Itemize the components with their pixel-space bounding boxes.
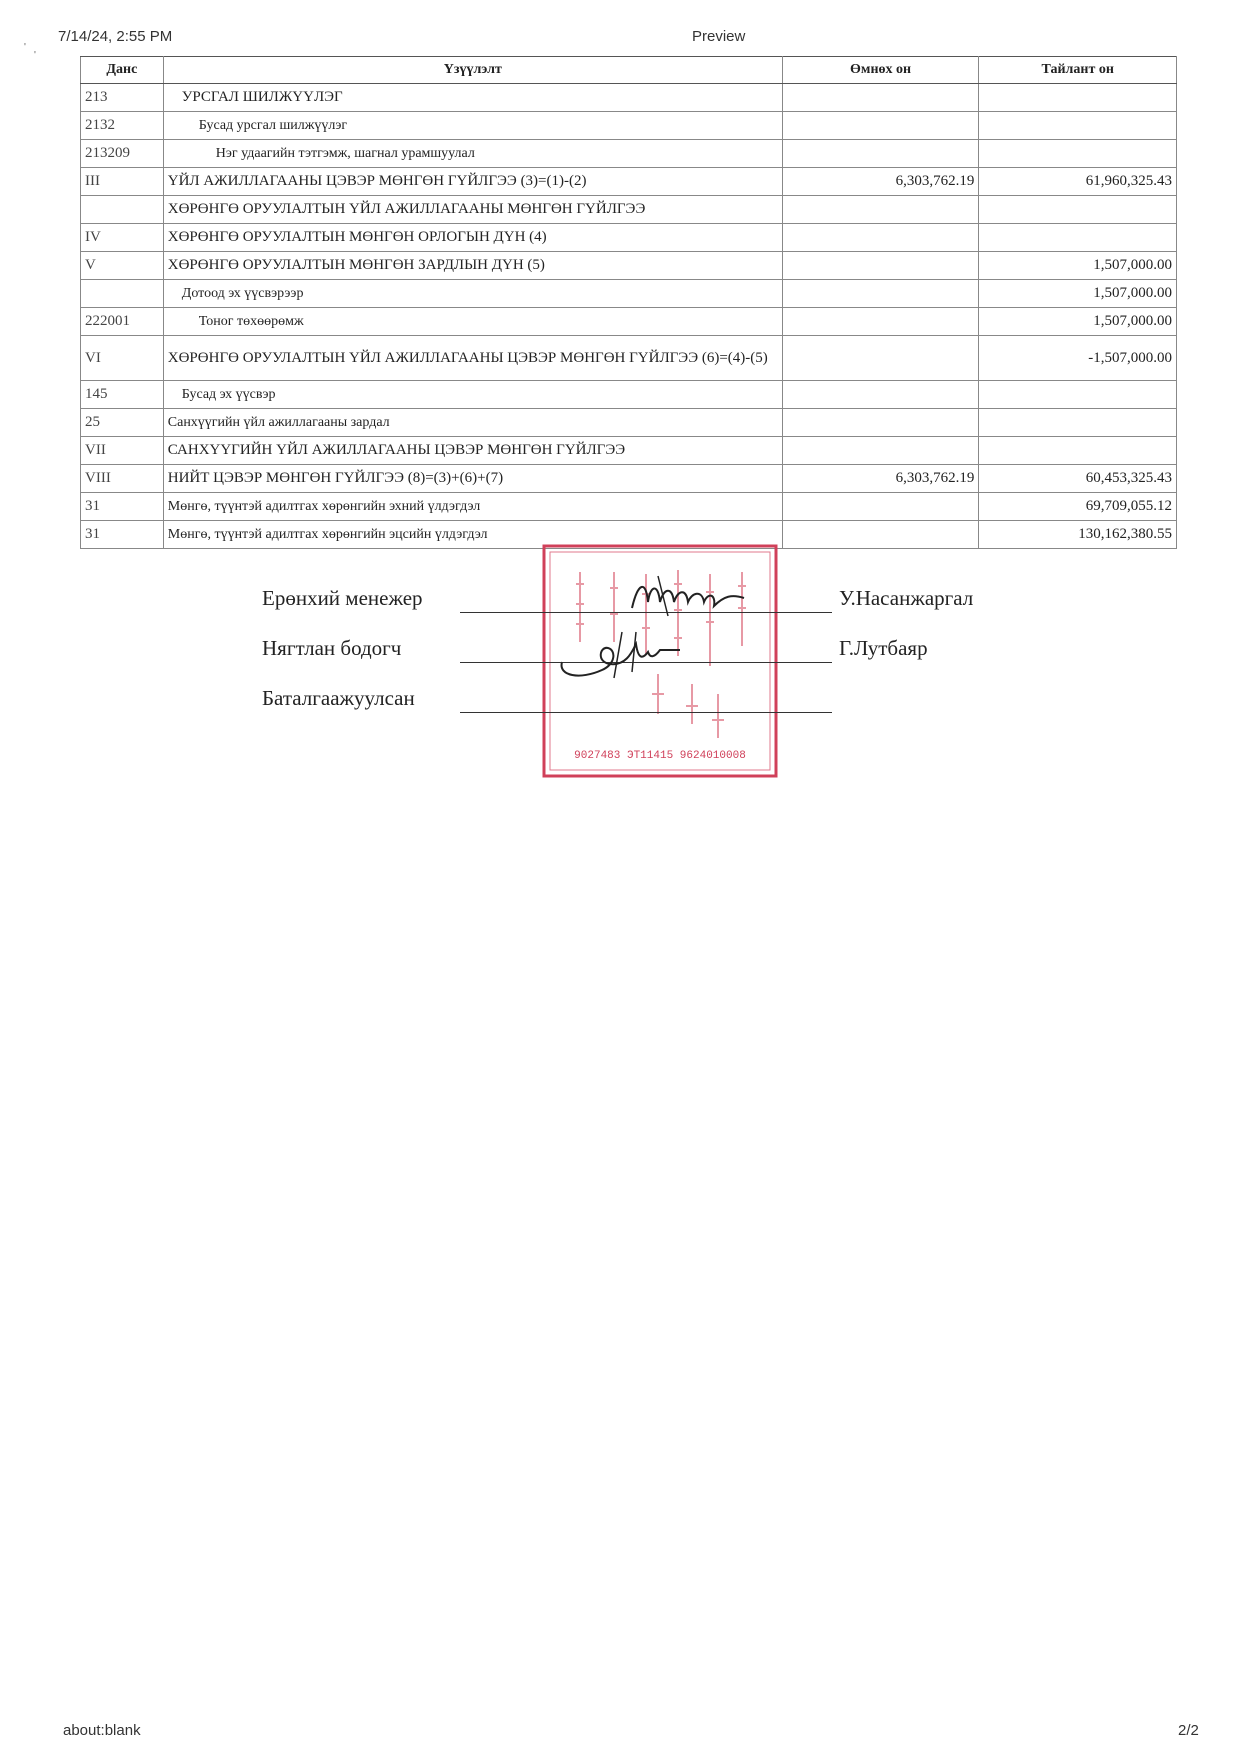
table-row <box>81 308 1177 336</box>
col-header-indicator: Үзүүлэлт <box>163 57 782 84</box>
row-description: ХӨРӨНГӨ ОРУУЛАЛТЫН ҮЙЛ АЖИЛЛАГААНЫ МӨНГӨН ГҮЙЛГЭЭ <box>163 196 782 224</box>
account-code <box>81 280 164 308</box>
current-year-value <box>979 409 1177 437</box>
scan-dot: ' <box>24 42 26 53</box>
manager-label: Ерөнхий менежер <box>262 586 423 610</box>
account-code: VIII <box>81 465 164 493</box>
table-row <box>81 112 1177 140</box>
current-year-value: 1,507,000.00 <box>979 308 1177 336</box>
previous-year-value <box>782 493 979 521</box>
account-code: 31 <box>81 521 164 549</box>
browser-print-header <box>0 28 1244 48</box>
previous-year-value <box>782 112 979 140</box>
table-row <box>81 196 1177 224</box>
current-year-value: 130,162,380.55 <box>979 521 1177 549</box>
account-code: 31 <box>81 493 164 521</box>
previous-year-value <box>782 437 979 465</box>
row-description: САНХҮҮГИЙН ҮЙЛ АЖИЛЛАГААНЫ ЦЭВЭР МӨНГӨН ГҮЙЛГЭЭ <box>163 437 782 465</box>
table-row <box>81 280 1177 308</box>
current-year-value <box>979 140 1177 168</box>
row-description: Бусад урсгал шилжүүлэг <box>163 112 782 140</box>
previous-year-value <box>782 196 979 224</box>
previous-year-value: 6,303,762.19 <box>782 465 979 493</box>
table-header-row <box>81 57 1177 84</box>
row-description: Дотоод эх үүсвэрээр <box>163 280 782 308</box>
previous-year-value <box>782 280 979 308</box>
current-year-value <box>979 84 1177 112</box>
table-row <box>81 409 1177 437</box>
row-description: НИЙТ ЦЭВЭР МӨНГӨН ГҮЙЛГЭЭ (8)=(3)+(6)+(7) <box>163 465 782 493</box>
row-description: ХӨРӨНГӨ ОРУУЛАЛТЫН ҮЙЛ АЖИЛЛАГААНЫ ЦЭВЭР МӨНГӨН ГҮЙЛГЭЭ (6)=(4)-(5) <box>163 336 782 381</box>
previous-year-value <box>782 521 979 549</box>
current-year-value <box>979 196 1177 224</box>
signature-row-verified <box>262 686 1042 716</box>
current-year-value: 60,453,325.43 <box>979 465 1177 493</box>
table-row <box>81 336 1177 381</box>
current-year-value: 69,709,055.12 <box>979 493 1177 521</box>
manager-signature <box>628 572 748 622</box>
account-code: 213209 <box>81 140 164 168</box>
table-row <box>81 252 1177 280</box>
account-code: IV <box>81 224 164 252</box>
account-code: VII <box>81 437 164 465</box>
account-code: 145 <box>81 381 164 409</box>
row-description: ХӨРӨНГӨ ОРУУЛАЛТЫН МӨНГӨН ОРЛОГЫН ДҮН (4) <box>163 224 782 252</box>
print-title: Preview <box>692 28 746 45</box>
account-code: 2132 <box>81 112 164 140</box>
current-year-value: 1,507,000.00 <box>979 280 1177 308</box>
scan-dot: ' <box>34 50 36 61</box>
account-code <box>81 196 164 224</box>
previous-year-value <box>782 140 979 168</box>
table-row <box>81 381 1177 409</box>
col-header-account: Данс <box>81 57 164 84</box>
row-description: Бусад эх үүсвэр <box>163 381 782 409</box>
stamp-number: 9027483 ЭТ11415 9624010008 <box>574 750 746 762</box>
row-description: Мөнгө, түүнтэй адилтгах хөрөнгийн эхний үлдэгдэл <box>163 493 782 521</box>
current-year-value: 61,960,325.43 <box>979 168 1177 196</box>
row-description: Мөнгө, түүнтэй адилтгах хөрөнгийн эцсийн үлдэгдэл <box>163 521 782 549</box>
table-row <box>81 465 1177 493</box>
table-row <box>81 168 1177 196</box>
manager-name: У.Насанжаргал <box>839 586 974 610</box>
account-code: V <box>81 252 164 280</box>
row-description: Тоног төхөөрөмж <box>163 308 782 336</box>
accountant-name: Г.Лутбаяр <box>839 636 928 660</box>
row-description: Нэг удаагийн тэтгэмж, шагнал урамшуулал <box>163 140 782 168</box>
print-url: about:blank <box>63 1722 141 1739</box>
row-description: ХӨРӨНГӨ ОРУУЛАЛТЫН МӨНГӨН ЗАРДЛЫН ДҮН (5) <box>163 252 782 280</box>
table-row <box>81 493 1177 521</box>
account-code: VI <box>81 336 164 381</box>
accountant-signature <box>556 628 686 688</box>
row-description: УРСГАЛ ШИЛЖҮҮЛЭГ <box>163 84 782 112</box>
previous-year-value: 6,303,762.19 <box>782 168 979 196</box>
accountant-label: Нягтлан бодогч <box>262 636 402 660</box>
col-header-previous-year: Өмнөх он <box>782 57 979 84</box>
current-year-value <box>979 112 1177 140</box>
previous-year-value <box>782 84 979 112</box>
current-year-value <box>979 381 1177 409</box>
signature-line <box>460 712 832 713</box>
row-description: ҮЙЛ АЖИЛЛАГААНЫ ЦЭВЭР МӨНГӨН ГҮЙЛГЭЭ (3)=(1)-(2) <box>163 168 782 196</box>
previous-year-value <box>782 308 979 336</box>
table-row <box>81 140 1177 168</box>
table-row <box>81 224 1177 252</box>
page-number: 2/2 <box>1178 1722 1199 1739</box>
previous-year-value <box>782 252 979 280</box>
verified-label: Баталгаажуулсан <box>262 686 415 710</box>
cash-flow-table <box>80 56 1177 549</box>
current-year-value: -1,507,000.00 <box>979 336 1177 381</box>
table-row <box>81 84 1177 112</box>
account-code: 222001 <box>81 308 164 336</box>
previous-year-value <box>782 381 979 409</box>
current-year-value: 1,507,000.00 <box>979 252 1177 280</box>
table-row <box>81 437 1177 465</box>
account-code: 213 <box>81 84 164 112</box>
row-description: Санхүүгийн үйл ажиллагааны зардал <box>163 409 782 437</box>
account-code: 25 <box>81 409 164 437</box>
col-header-current-year: Тайлант он <box>979 57 1177 84</box>
account-code: III <box>81 168 164 196</box>
current-year-value <box>979 437 1177 465</box>
previous-year-value <box>782 336 979 381</box>
previous-year-value <box>782 409 979 437</box>
current-year-value <box>979 224 1177 252</box>
previous-year-value <box>782 224 979 252</box>
print-datetime: 7/14/24, 2:55 PM <box>58 28 173 45</box>
